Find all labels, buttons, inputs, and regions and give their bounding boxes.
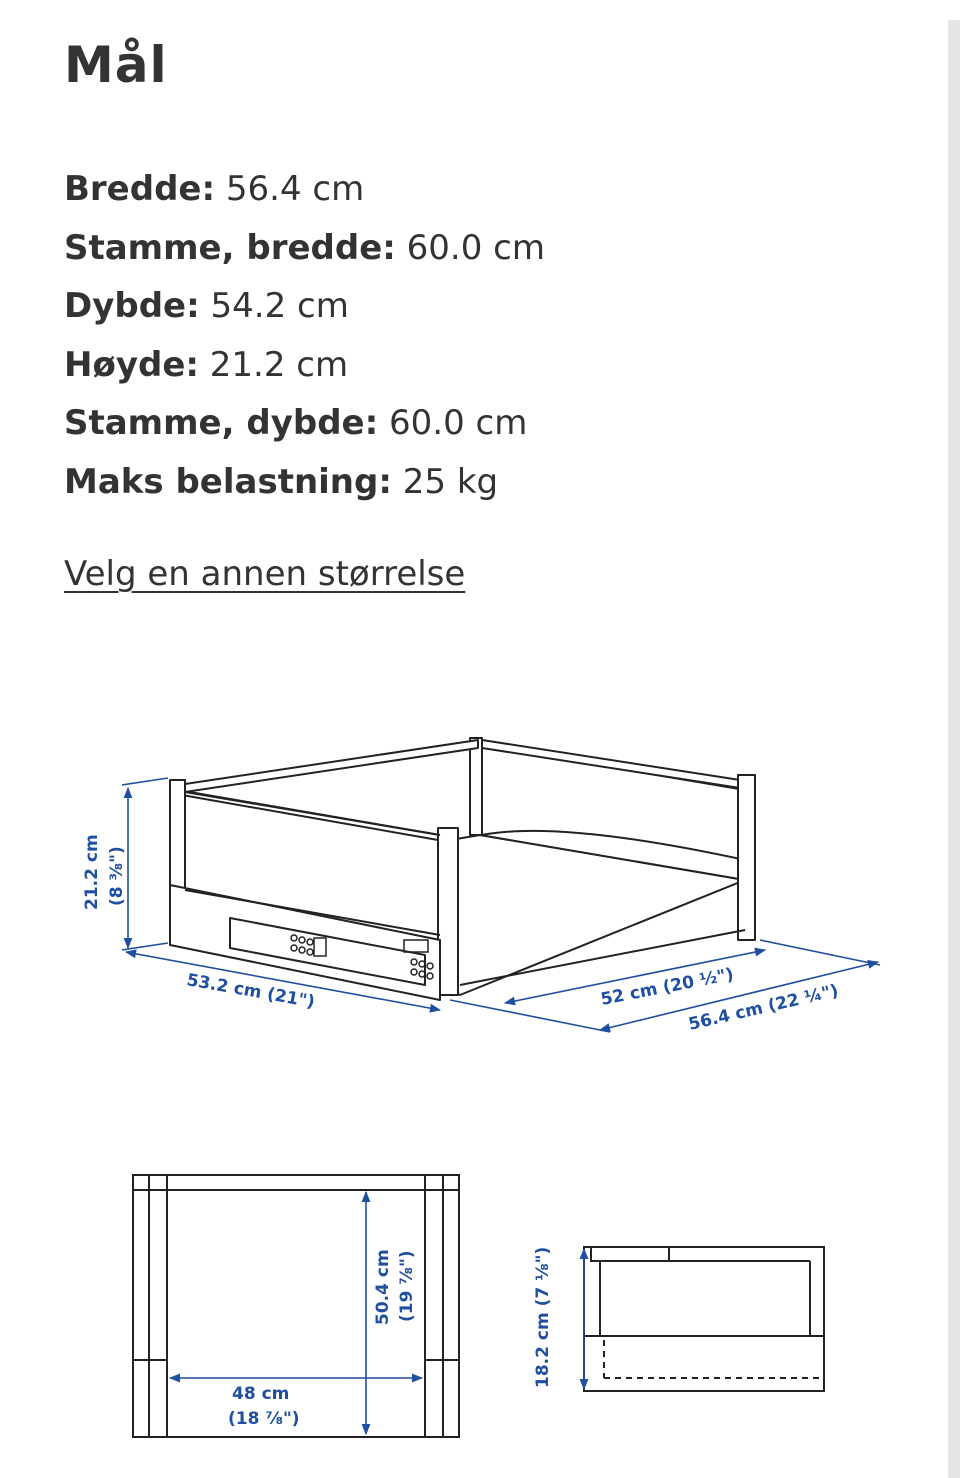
spec-label: Stamme, bredde: xyxy=(64,227,396,268)
choose-other-size-link[interactable]: Velg en annen størrelse xyxy=(64,554,466,594)
spec-value: 60.0 cm xyxy=(406,227,545,268)
spec-value: 54.2 cm xyxy=(210,286,349,327)
iso-depth-label: 53.2 cm (21") xyxy=(185,970,317,1013)
spec-label: Dybde: xyxy=(64,286,200,327)
drawer-side-view-drawing xyxy=(584,1247,824,1391)
spec-value: 21.2 cm xyxy=(209,344,349,385)
spec-value: 25 kg xyxy=(402,461,499,502)
drawer-isometric-drawing xyxy=(170,738,755,1000)
top-depth-label: 50.4 cm xyxy=(373,1249,393,1325)
spec-value: 56.4 cm xyxy=(225,169,365,209)
spec-label: Høyde: xyxy=(64,344,199,385)
top-width-inch-label: (18 ⅞") xyxy=(228,1409,300,1429)
spec-label: Stamme, dybde: xyxy=(64,403,379,444)
top-width-label: 48 cm xyxy=(232,1384,290,1404)
iso-height-label: 21.2 cm xyxy=(82,834,102,910)
spec-label: Maks belastning: xyxy=(64,461,392,502)
side-height-label: 18.2 cm (7 ⅛") xyxy=(533,1246,553,1388)
iso-inner-width-label: 52 cm (20 ½") xyxy=(599,964,736,1010)
spec-label: Bredde: xyxy=(64,169,216,209)
spec-value: 60.0 cm xyxy=(389,403,528,444)
top-depth-inch-label: (19 ⅞") xyxy=(397,1250,417,1322)
page-title: Mål xyxy=(64,36,168,94)
iso-outer-width-label: 56.4 cm (22 ¼") xyxy=(686,980,841,1035)
iso-height-inch-label: (8 ⅜") xyxy=(107,846,127,906)
